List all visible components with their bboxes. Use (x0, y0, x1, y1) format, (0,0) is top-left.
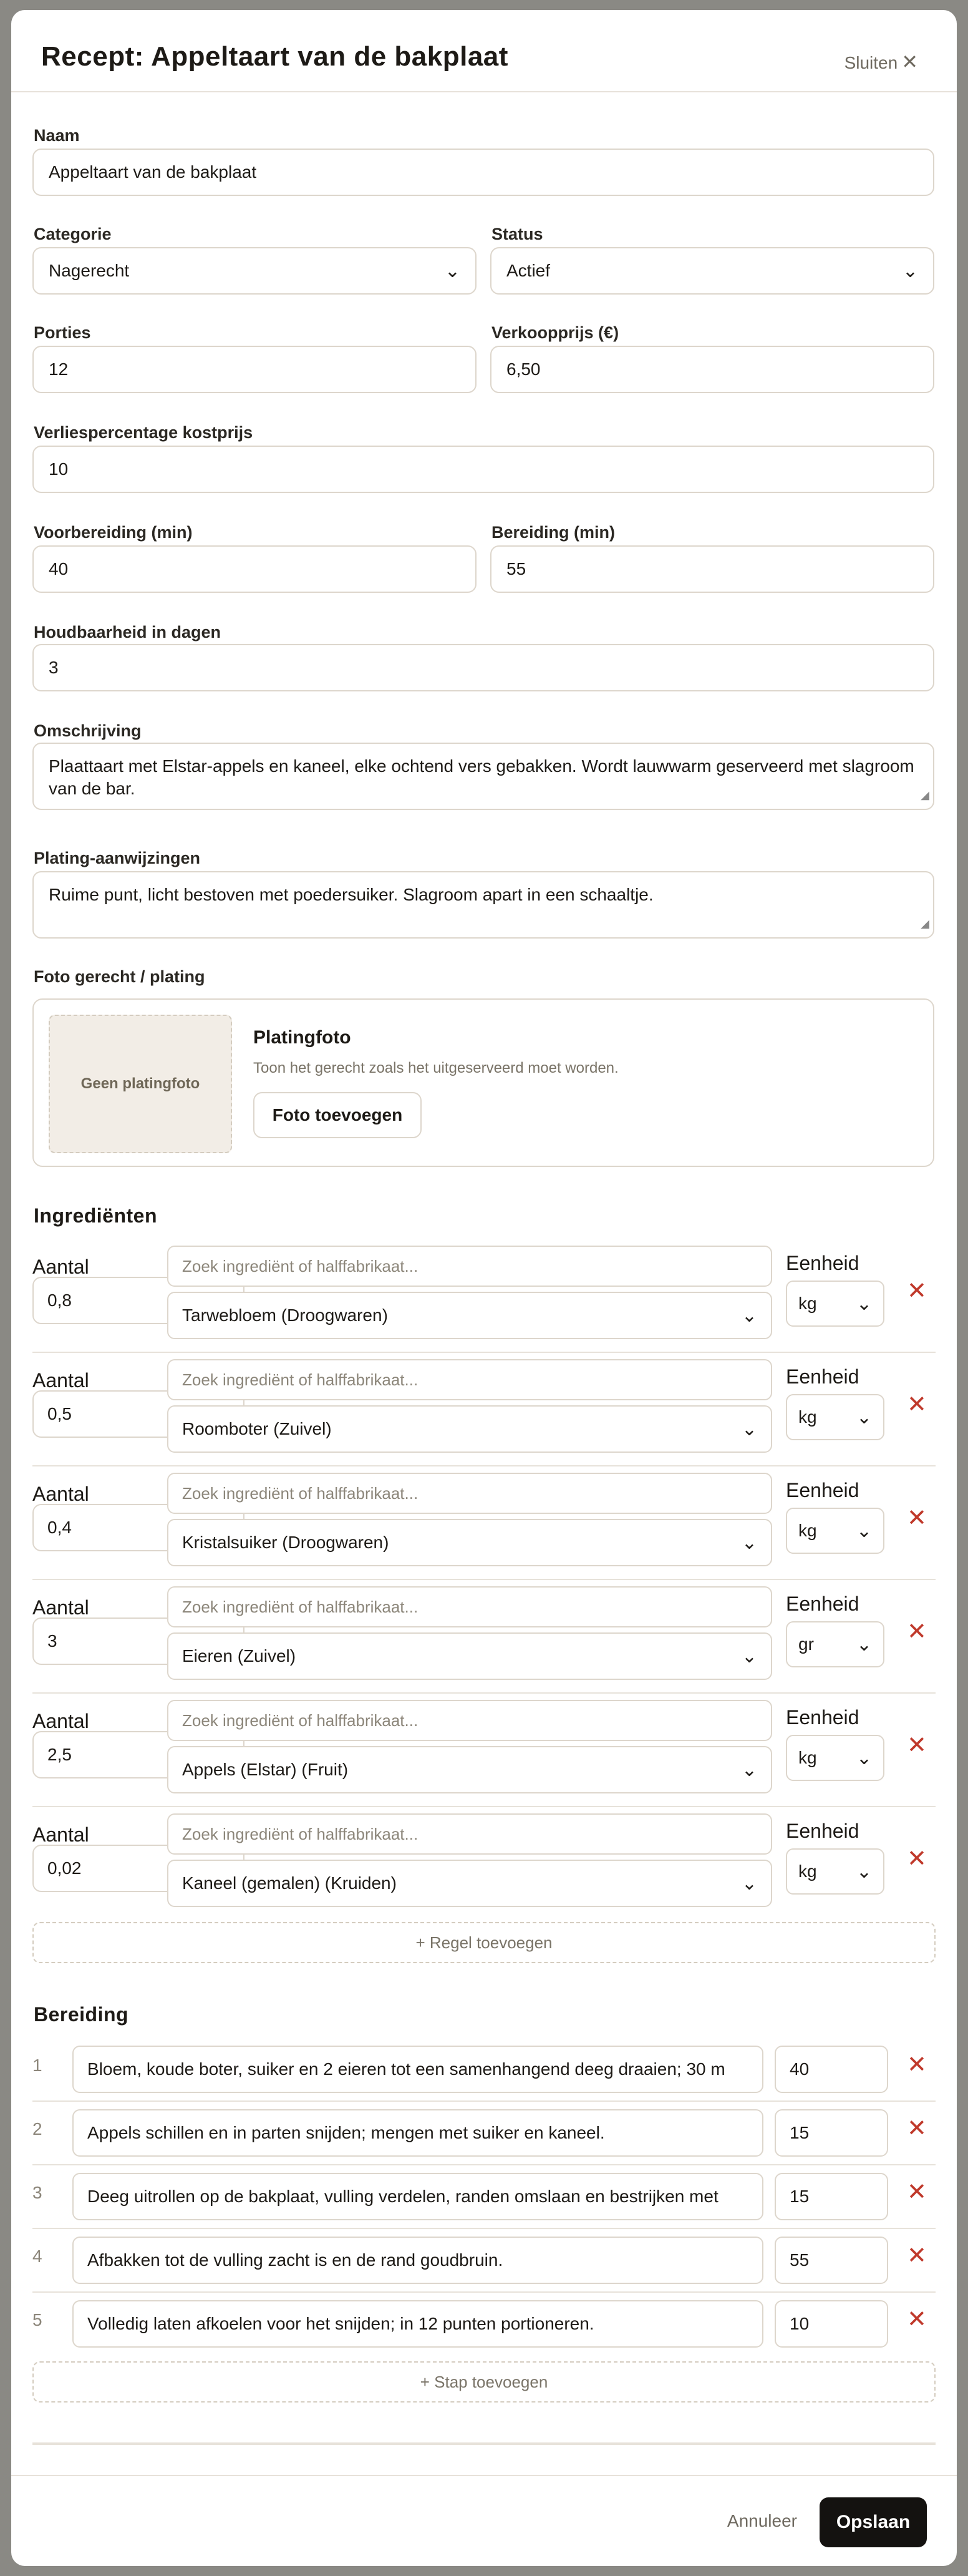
chevron-down-icon: ⌄ (741, 1532, 757, 1553)
qty-label: Aantal (32, 1369, 89, 1392)
verkoopprijs-input[interactable]: 6,50 (490, 346, 934, 393)
step-number: 5 (32, 2310, 42, 2330)
ingredient-select[interactable] (167, 1292, 772, 1339)
save-button[interactable]: Opslaan (820, 2497, 927, 2547)
qty-input[interactable]: 2,5 (32, 1731, 244, 1778)
photo-card (32, 998, 934, 1167)
step-number: 1 (32, 2056, 42, 2075)
resize-handle-icon[interactable]: ◢ (921, 917, 929, 930)
ingredient-select[interactable] (167, 1632, 772, 1680)
step-number: 3 (32, 2183, 42, 2202)
unit-label: Eenheid (786, 1820, 859, 1842)
verlies-input[interactable]: 10 (32, 446, 934, 493)
ingredient-select[interactable] (167, 1860, 772, 1907)
plating-value: Ruime punt, licht bestoven met poedersuiker. Slagroom apart in een schaaltje. (49, 885, 654, 904)
step-text-input[interactable]: Volledig laten afkoelen voor het snijden; in 12 punten portioneren. (72, 2300, 763, 2348)
recipe-modal (11, 10, 957, 2566)
unit-select[interactable] (786, 1848, 884, 1895)
close-button[interactable] (845, 50, 918, 74)
qty-input[interactable]: 0,8 (32, 1277, 244, 1324)
step-minutes-input[interactable]: 15 (775, 2109, 888, 2157)
unit-value: kg (798, 1521, 817, 1540)
modal-header (11, 10, 957, 92)
unit-value: kg (798, 1294, 817, 1313)
unit-label: Eenheid (786, 1593, 859, 1615)
ingredient-select[interactable] (167, 1519, 772, 1566)
chevron-down-icon: ⌄ (856, 1634, 872, 1655)
qty-label: Aantal (32, 1710, 89, 1732)
step-text-input[interactable]: Appels schillen en in parten snijden; mengen met suiker en kaneel. (72, 2109, 763, 2157)
porties-label: Porties (34, 323, 91, 342)
modal-title: Recept: Appeltaart van de bakplaat (41, 41, 508, 72)
chevron-down-icon: ⌄ (856, 1520, 872, 1541)
add-ingredient-row-button[interactable]: + Regel toevoegen (32, 1922, 936, 1963)
naam-input[interactable]: Appeltaart van de bakplaat (32, 149, 934, 196)
ingredient-search-input[interactable]: Zoek ingrediënt of halffabrikaat... (167, 1359, 772, 1400)
cancel-button[interactable]: Annuleer (727, 2511, 797, 2530)
chevron-down-icon: ⌄ (444, 260, 460, 281)
plating-label: Plating-aanwijzingen (34, 849, 201, 867)
voorbereiding-input[interactable]: 40 (32, 545, 477, 593)
chevron-down-icon: ⌄ (741, 1873, 757, 1894)
ingredient-value: Kaneel (gemalen) (Kruiden) (182, 1873, 397, 1893)
ingredient-row (32, 1807, 936, 1921)
remove-icon[interactable]: ✕ (907, 1846, 927, 1872)
omschrijving-textarea[interactable] (32, 743, 934, 810)
ingredient-search-input[interactable]: Zoek ingrediënt of halffabrikaat... (167, 1473, 772, 1514)
photo-placeholder: Geen platingfoto (49, 1015, 232, 1153)
ingredient-search-input[interactable]: Zoek ingrediënt of halffabrikaat... (167, 1700, 772, 1741)
chevron-down-icon: ⌄ (856, 1747, 872, 1769)
remove-icon[interactable]: ✕ (907, 1278, 927, 1304)
unit-select[interactable] (786, 1281, 884, 1327)
plating-textarea[interactable] (32, 871, 934, 939)
bereiding-label: Bereiding (min) (491, 523, 616, 542)
unit-label: Eenheid (786, 1479, 859, 1501)
omschrijving-value: Plaattaart met Elstar-appels en kaneel, elke ochtend vers gebakken. Wordt lauwwarm geserveerd met slagroom van de bar. (49, 756, 914, 798)
ingredient-row (32, 1353, 936, 1466)
step-text-input[interactable]: Deeg uitrollen op de bakplaat, vulling verdelen, randen omslaan en bestrijken met (72, 2173, 763, 2220)
step-row (32, 2165, 936, 2229)
chevron-down-icon: ⌄ (741, 1759, 757, 1780)
unit-select[interactable] (786, 1508, 884, 1554)
unit-value: gr (798, 1634, 814, 1654)
remove-icon[interactable]: ✕ (907, 1392, 927, 1418)
step-text-input[interactable]: Afbakken tot de vulling zacht is en de rand goudbruin. (72, 2237, 763, 2284)
close-label: Sluiten (844, 53, 898, 72)
qty-input[interactable]: 3 (32, 1617, 244, 1665)
step-row (32, 2229, 936, 2293)
remove-icon[interactable]: ✕ (907, 1619, 927, 1645)
qty-input[interactable]: 0,5 (32, 1390, 244, 1438)
resize-handle-icon[interactable]: ◢ (921, 789, 929, 801)
status-value: Actief (506, 261, 551, 280)
unit-value: kg (798, 1407, 817, 1427)
remove-icon[interactable]: ✕ (907, 2306, 927, 2333)
remove-icon[interactable]: ✕ (907, 1732, 927, 1759)
qty-label: Aantal (32, 1483, 89, 1505)
step-row (32, 2102, 936, 2165)
omschrijving-label: Omschrijving (34, 721, 142, 740)
unit-select[interactable] (786, 1621, 884, 1667)
chevron-down-icon: ⌄ (902, 260, 918, 281)
step-number: 4 (32, 2247, 42, 2266)
add-step-button[interactable]: + Stap toevoegen (32, 2361, 936, 2403)
ingredient-search-input[interactable]: Zoek ingrediënt of halffabrikaat... (167, 1813, 772, 1855)
step-minutes-input[interactable]: 15 (775, 2173, 888, 2220)
unit-label: Eenheid (786, 1252, 859, 1274)
step-minutes-input[interactable]: 40 (775, 2046, 888, 2093)
unit-select[interactable] (786, 1394, 884, 1440)
ingredients-title: Ingrediënten (34, 1204, 158, 1227)
status-select[interactable] (490, 247, 934, 295)
unit-label: Eenheid (786, 1365, 859, 1388)
step-row (32, 2293, 936, 2356)
modal-footer (11, 2475, 957, 2566)
step-number: 2 (32, 2119, 42, 2139)
ingredient-value: Tarwebloem (Droogwaren) (182, 1305, 388, 1325)
verlies-label: Verliespercentage kostprijs (34, 423, 253, 442)
ingredient-search-input[interactable]: Zoek ingrediënt of halffabrikaat... (167, 1246, 772, 1287)
unit-select[interactable] (786, 1735, 884, 1781)
photo-section-label: Foto gerecht / plating (34, 967, 205, 986)
ingredient-row (32, 1239, 936, 1353)
unit-value: kg (798, 1861, 817, 1881)
ingredient-row (32, 1466, 936, 1580)
chevron-down-icon: ⌄ (856, 1861, 872, 1882)
ingredient-value: Eieren (Zuivel) (182, 1646, 296, 1666)
photo-subtitle: Toon het gerecht zoals het uitgeserveerd moet worden. (253, 1060, 619, 1076)
step-text-input[interactable]: Bloem, koude boter, suiker en 2 eieren tot een samenhangend deeg draaien; 30 m (72, 2046, 763, 2093)
remove-icon[interactable]: ✕ (907, 1505, 927, 1531)
naam-label: Naam (34, 126, 80, 145)
remove-icon[interactable]: ✕ (907, 2052, 927, 2078)
qty-input[interactable]: 0,02 (32, 1845, 244, 1892)
chevron-down-icon: ⌄ (741, 1305, 757, 1326)
add-photo-button[interactable]: Foto toevoegen (253, 1092, 422, 1138)
ingredient-select[interactable] (167, 1405, 772, 1453)
verkoopprijs-label: Verkoopprijs (€) (491, 323, 619, 342)
ingredient-row (32, 1694, 936, 1807)
step-row (32, 2038, 936, 2102)
close-icon: ✕ (901, 51, 918, 73)
chevron-down-icon: ⌄ (741, 1418, 757, 1440)
ingredient-value: Kristalsuiker (Droogwaren) (182, 1533, 389, 1552)
bereiding-input[interactable]: 55 (490, 545, 934, 593)
remove-icon[interactable]: ✕ (907, 2179, 927, 2205)
categorie-select[interactable] (32, 247, 477, 295)
chevron-down-icon: ⌄ (741, 1646, 757, 1667)
steps-title: Bereiding (34, 2003, 129, 2026)
step-minutes-input[interactable]: 55 (775, 2237, 888, 2284)
unit-label: Eenheid (786, 1706, 859, 1729)
voorbereiding-label: Voorbereiding (min) (34, 523, 193, 542)
step-minutes-input[interactable]: 10 (775, 2300, 888, 2348)
ingredient-search-input[interactable]: Zoek ingrediënt of halffabrikaat... (167, 1586, 772, 1627)
categorie-value: Nagerecht (49, 261, 130, 280)
ingredient-value: Roomboter (Zuivel) (182, 1419, 332, 1438)
chevron-down-icon: ⌄ (856, 1293, 872, 1314)
remove-icon[interactable]: ✕ (907, 2115, 927, 2142)
remove-icon[interactable]: ✕ (907, 2243, 927, 2269)
status-label: Status (491, 225, 543, 243)
categorie-label: Categorie (34, 225, 112, 243)
houdbaarheid-input[interactable]: 3 (32, 644, 934, 691)
qty-input[interactable]: 0,4 (32, 1504, 244, 1551)
unit-value: kg (798, 1748, 817, 1767)
porties-input[interactable]: 12 (32, 346, 477, 393)
ingredient-select[interactable] (167, 1746, 772, 1793)
ingredient-row (32, 1580, 936, 1694)
qty-label: Aantal (32, 1596, 89, 1619)
divider (32, 2442, 936, 2445)
photo-title: Platingfoto (253, 1027, 351, 1048)
houdbaarheid-label: Houdbaarheid in dagen (34, 623, 221, 642)
ingredient-value: Appels (Elstar) (Fruit) (182, 1760, 349, 1779)
qty-label: Aantal (32, 1256, 89, 1278)
qty-label: Aantal (32, 1823, 89, 1846)
chevron-down-icon: ⌄ (856, 1407, 872, 1428)
